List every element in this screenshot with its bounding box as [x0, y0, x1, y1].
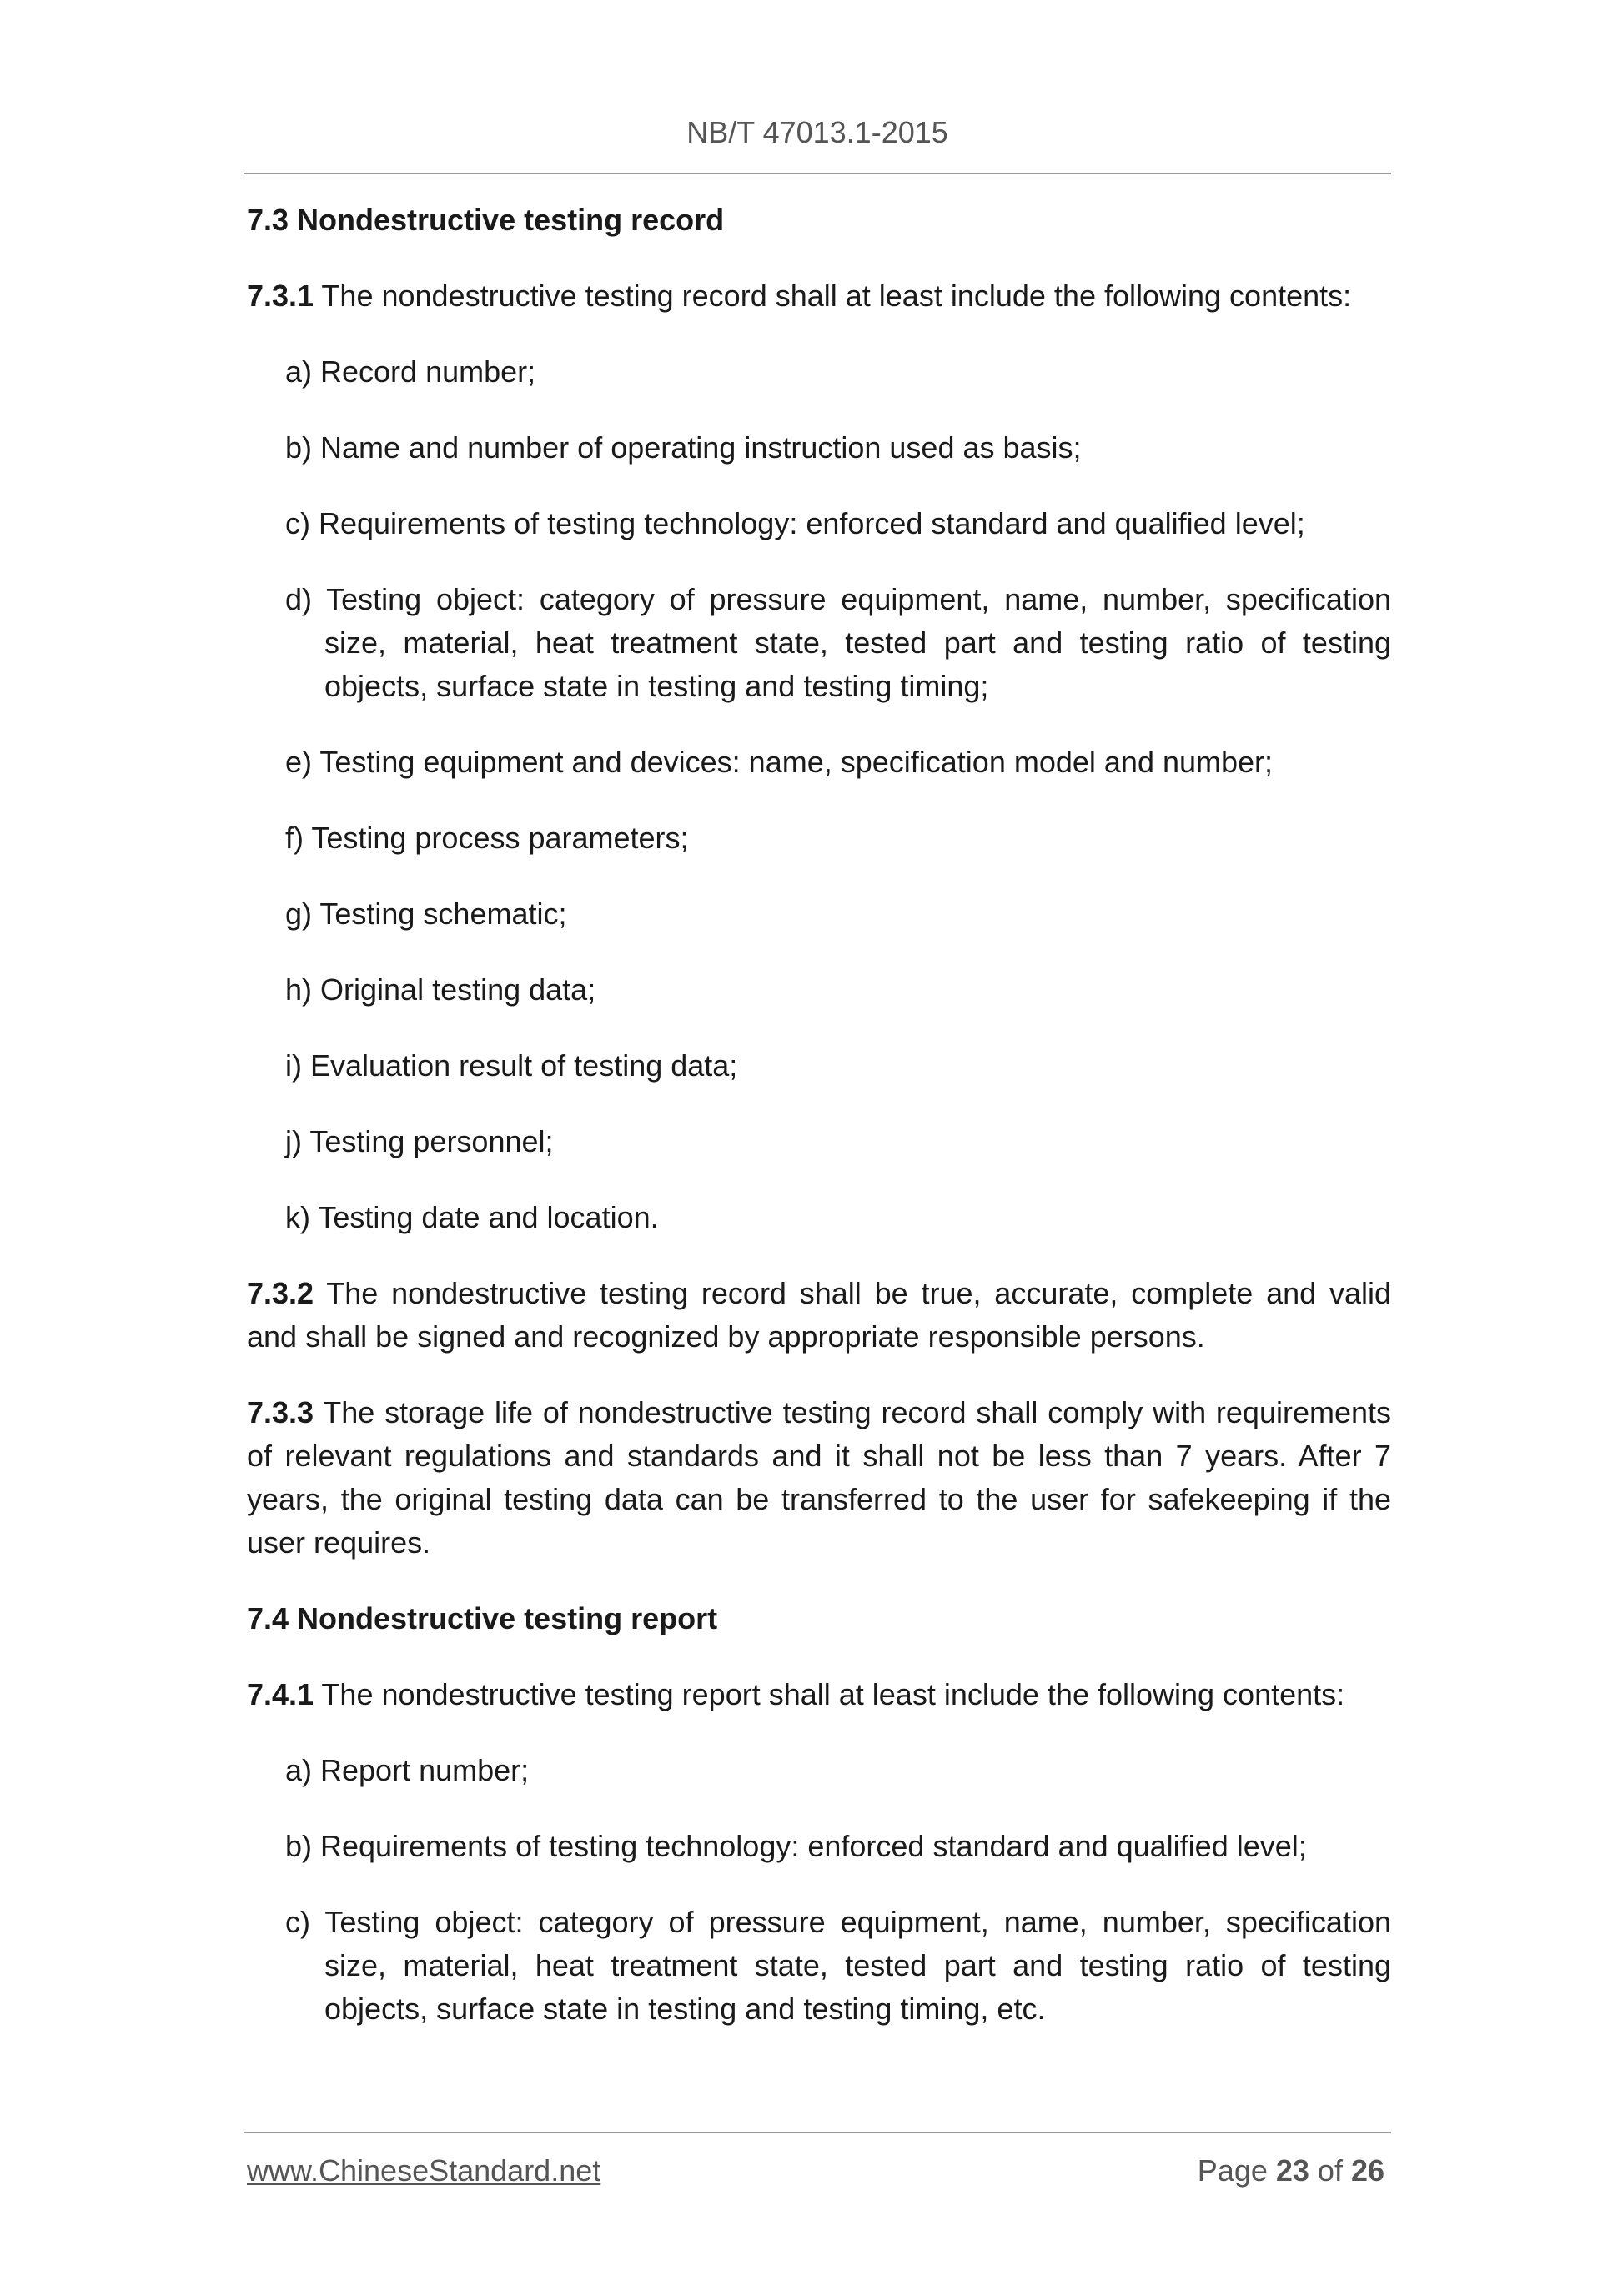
clause-number: 7.3.3 — [247, 1395, 314, 1429]
page-total: 26 — [1350, 2153, 1384, 2188]
clause-7-4-1 — [247, 1673, 1391, 1716]
footer-website-link[interactable]: www.ChineseStandard.net — [247, 2153, 601, 2188]
clause-number: 7.3.2 — [247, 1276, 314, 1310]
page-current: 23 — [1275, 2153, 1309, 2188]
clause-text: The nondestructive testing report shall at least include the following contents: — [314, 1677, 1345, 1711]
record-list-item: k) Testing date and location. — [285, 1200, 659, 1234]
record-list-item: c) Requirements of testing technology: enforced standard and qualified level; — [285, 506, 1305, 540]
record-list-item: b) Name and number of operating instruction used as basis; — [285, 430, 1082, 465]
page-prefix: Page — [1197, 2153, 1276, 2188]
page-content — [247, 198, 1391, 2063]
clause-text: The nondestructive testing record shall be true, accurate, complete and valid and shall be signed and recognized by appropriate responsible persons. — [247, 1276, 1391, 1354]
clause-7-3-3 — [247, 1391, 1391, 1565]
clause-text: The storage life of nondestructive testing record shall comply with requirements of relevant regulations and standards and it shall not be less than 7 years. After 7 years, the original testing data can be transferred to the user for safekeeping if the user requires. — [247, 1395, 1391, 1560]
record-list-item: i) Evaluation result of testing data; — [285, 1048, 738, 1083]
page-of: of — [1309, 2153, 1351, 2188]
page-number — [1198, 2153, 1384, 2188]
clause-7-3-2 — [247, 1272, 1391, 1359]
record-list-item: e) Testing equipment and devices: name, specification model and number; — [285, 745, 1274, 779]
record-list-item: j) Testing personnel; — [285, 1124, 554, 1158]
page-header-standard-code: NB/T 47013.1-2015 — [686, 115, 948, 149]
report-list-item: b) Requirements of testing technology: enforced standard and qualified level; — [285, 1829, 1307, 1863]
report-list-item: c) Testing object: category of pressure equipment, name, number, specification size, material, heat treatment state, tested part and testing ratio of testing objects, surface state in testing and testing timing, etc. — [285, 1905, 1391, 2026]
record-list-item: a) Record number; — [285, 354, 536, 389]
clause-text: The nondestructive testing record shall at least include the following contents: — [314, 279, 1352, 313]
clause-7-3-1 — [247, 274, 1391, 318]
record-list-item: f) Testing process parameters; — [285, 821, 689, 855]
clause-number: 7.4.1 — [247, 1677, 314, 1711]
section-heading-7-4: 7.4 Nondestructive testing report — [247, 1601, 718, 1635]
record-list-item: d) Testing object: category of pressure equipment, name, number, specification size, material, heat treatment state, tested part and testing ratio of testing objects, surface state in testing and testing timing; — [285, 582, 1391, 703]
footer-divider — [244, 2132, 1391, 2133]
record-list-item: g) Testing schematic; — [285, 897, 567, 931]
header-divider — [244, 173, 1391, 174]
clause-number: 7.3.1 — [247, 279, 314, 313]
record-list-item: h) Original testing data; — [285, 972, 596, 1007]
report-list-item: a) Report number; — [285, 1753, 530, 1787]
section-heading-7-3: 7.3 Nondestructive testing record — [247, 203, 725, 237]
